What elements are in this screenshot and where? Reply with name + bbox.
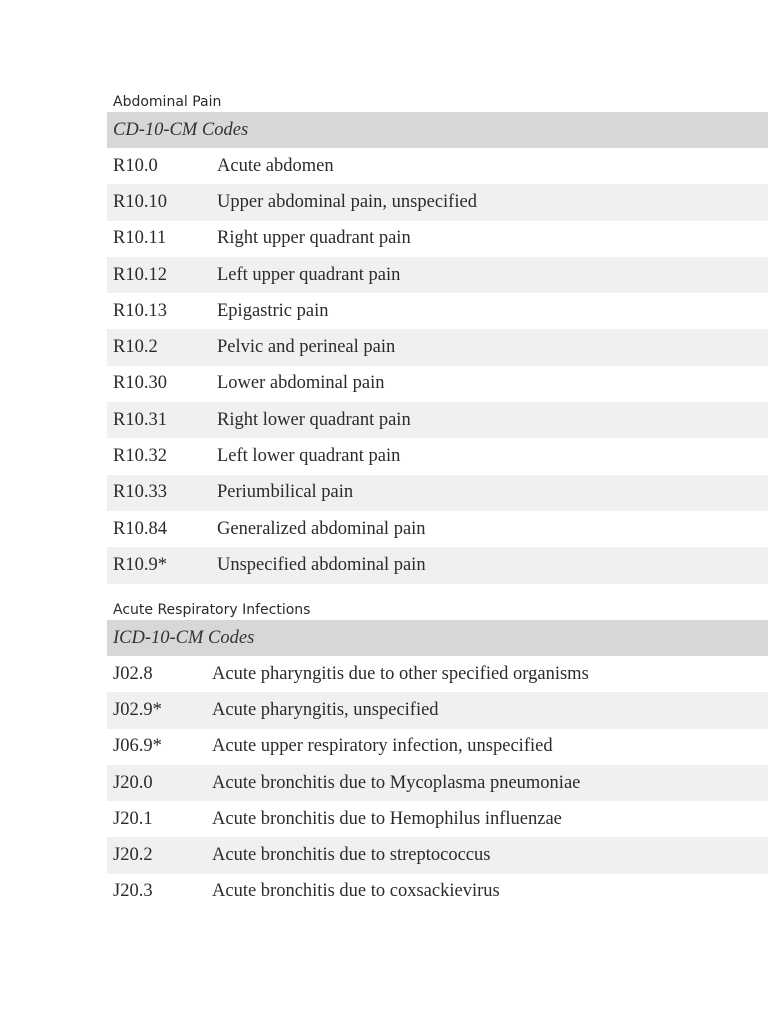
description-cell: Lower abdominal pain (217, 373, 385, 394)
acute-respiratory-infections-section (107, 601, 768, 910)
table-row (107, 293, 768, 329)
table-header: ICD-10-CM Codes (107, 620, 768, 656)
code-cell: R10.33 (107, 475, 217, 511)
table-header-row (107, 620, 768, 656)
code-cell: J20.3 (113, 881, 153, 902)
code-cell: R10.9* (107, 547, 217, 583)
code-cell: J02.8 (113, 663, 153, 684)
description-cell: Left upper quadrant pain (217, 257, 768, 293)
description-cell: Unspecified abdominal pain (217, 547, 768, 583)
description-cell: Acute abdomen (217, 155, 334, 176)
description-cell: Right upper quadrant pain (217, 228, 411, 249)
code-cell: J20.2 (107, 837, 212, 873)
table-row (107, 475, 768, 511)
abdominal-pain-section (107, 93, 768, 584)
code-cell: R10.31 (107, 402, 217, 438)
table-row (107, 801, 768, 837)
table-row (107, 547, 768, 583)
table-row (107, 729, 768, 765)
codes-table (107, 112, 768, 584)
code-cell: R10.30 (113, 373, 167, 394)
table-header: CD-10-CM Codes (107, 112, 768, 148)
table-row (107, 874, 768, 910)
table-row (107, 366, 768, 402)
table-row (107, 221, 768, 257)
code-cell: R10.10 (107, 184, 217, 220)
codes-table (107, 620, 768, 910)
code-cell: J20.1 (113, 808, 153, 829)
table-row (107, 329, 768, 365)
code-cell: R10.84 (113, 518, 167, 539)
code-cell: R10.0 (113, 155, 158, 176)
table-row (107, 257, 768, 293)
table-row (107, 692, 768, 728)
code-cell: J20.0 (107, 765, 212, 801)
table-row (107, 402, 768, 438)
code-cell: J02.9* (107, 692, 212, 728)
table-row (107, 184, 768, 220)
description-cell: Epigastric pain (217, 300, 329, 321)
table-row (107, 511, 768, 547)
description-cell: Acute pharyngitis due to other specified organisms (212, 663, 589, 684)
description-cell: Upper abdominal pain, unspecified (217, 184, 768, 220)
code-cell: R10.2 (107, 329, 217, 365)
table-row (107, 148, 768, 184)
description-cell: Acute bronchitis due to coxsackievirus (212, 881, 500, 902)
description-cell: Periumbilical pain (217, 475, 768, 511)
code-cell: J06.9* (113, 736, 162, 757)
description-cell: Acute bronchitis due to Mycoplasma pneumoniae (212, 765, 768, 801)
code-cell: R10.32 (113, 446, 167, 467)
code-cell: R10.11 (113, 228, 167, 249)
table-row (107, 656, 768, 692)
description-cell: Right lower quadrant pain (217, 402, 768, 438)
description-cell: Acute pharyngitis, unspecified (212, 692, 768, 728)
code-cell: R10.12 (107, 257, 217, 293)
table-header-row (107, 112, 768, 148)
table-row (107, 765, 768, 801)
table-row (107, 837, 768, 873)
description-cell: Left lower quadrant pain (217, 446, 401, 467)
description-cell: Generalized abdominal pain (217, 518, 426, 539)
description-cell: Pelvic and perineal pain (217, 329, 768, 365)
table-row (107, 438, 768, 474)
description-cell: Acute bronchitis due to Hemophilus influenzae (212, 808, 562, 829)
description-cell: Acute bronchitis due to streptococcus (212, 837, 768, 873)
section-title: Acute Respiratory Infections (113, 602, 311, 618)
description-cell: Acute upper respiratory infection, unspecified (212, 736, 553, 757)
section-title: Abdominal Pain (113, 94, 222, 110)
code-cell: R10.13 (113, 300, 167, 321)
